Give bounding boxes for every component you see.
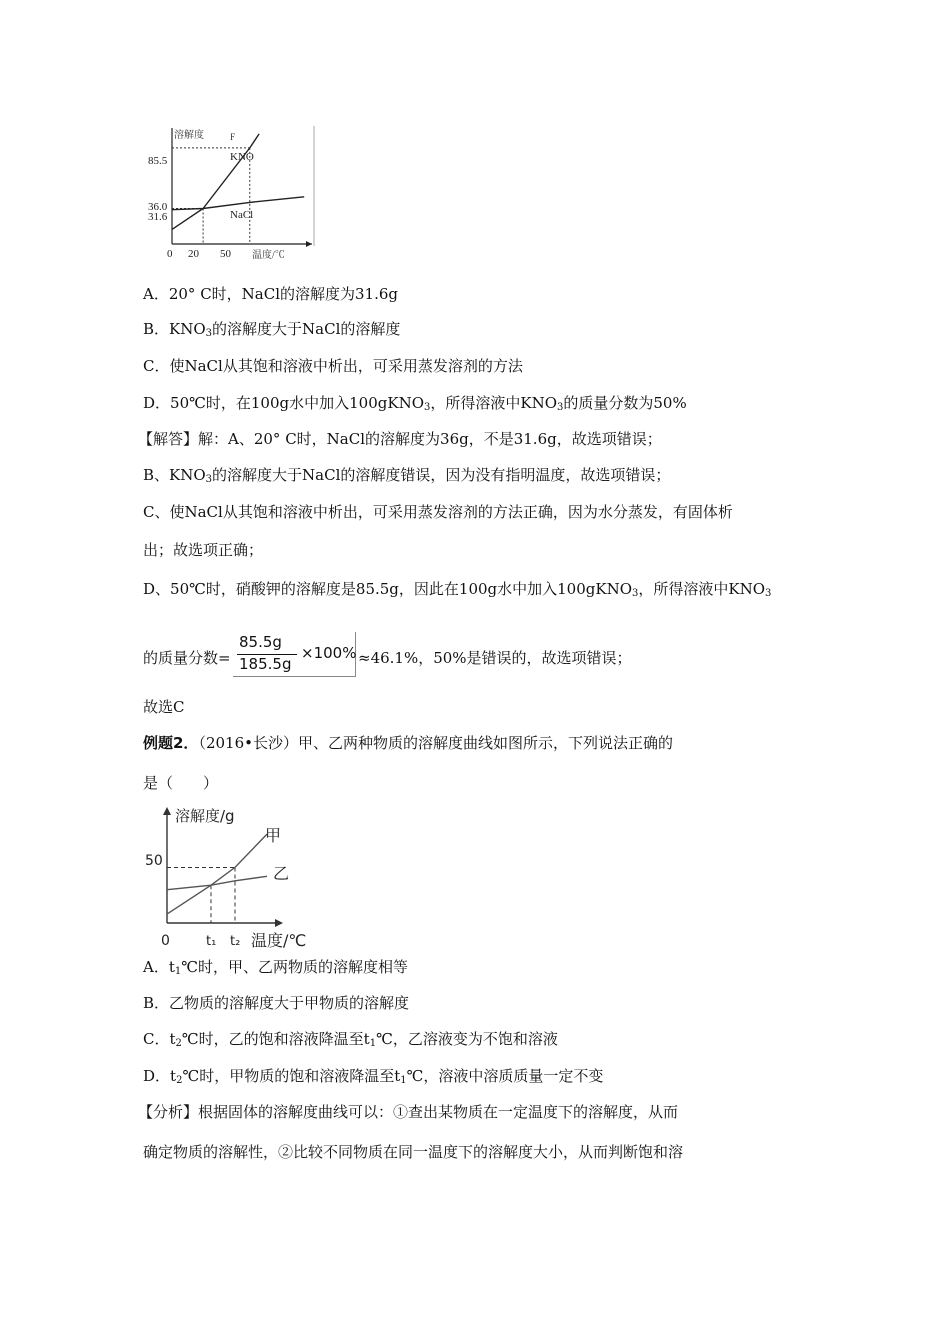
example-2-heading-cont: 是（ ） <box>143 774 219 792</box>
chart1-extra-label: F <box>230 132 236 142</box>
chart1-ytick-31: 31.6 <box>148 211 168 223</box>
chart2-xtick-0: 0 <box>161 933 170 949</box>
chart2-xlabel: 温度/℃ <box>251 931 307 950</box>
chart1-frame <box>172 124 316 262</box>
answer-line-c1: C、使NaCl从其饱和溶液中析出，可采用蒸发溶剂的方法正确，因为水分蒸发，有固体析 <box>143 503 733 521</box>
q1-option-c: C．使NaCl从其饱和溶液中析出，可采用蒸发溶剂的方法 <box>143 357 523 375</box>
q2-option-a: A．$t_1℃$时，甲、乙两物质的溶解度相等 <box>143 958 409 977</box>
fraction-formula <box>233 632 356 677</box>
example-2-label: 例题2． <box>143 734 199 752</box>
chart2-series-line-yi <box>167 876 267 889</box>
chart2-x-arrow <box>275 919 283 927</box>
example-2-heading: 例题2．（2016•长沙）甲、乙两种物质的溶解度曲线如图所示，下列说法正确的 <box>143 734 673 752</box>
fraction-denominator: 185.5g <box>239 655 292 673</box>
chart1-xtick-50: 50 <box>220 248 231 260</box>
chart2-y-arrow <box>163 807 171 815</box>
answer-line-d: D、50℃时，硝酸钾的溶解度是85.5g，因此在100g水中加入100gKNO$_3$，所得溶液中$KNO_3$ <box>143 580 772 599</box>
chart2-xtick-t2: t₂ <box>230 934 241 949</box>
q2-option-c: C．$t_2℃$时，乙的饱和溶液降温至$t_1℃$，乙溶液变为不饱和溶液 <box>143 1030 558 1049</box>
answer-line-c2: 出；故选项正确； <box>143 541 264 559</box>
chart1-ytick-36: 36.0 <box>148 201 168 213</box>
chart2-ylabel: 溶解度/g <box>175 807 235 825</box>
chart2-series-label-yi: 乙 <box>273 864 290 883</box>
chart1-xlabel: 温度/℃ <box>252 250 285 261</box>
chart2-series-label-jia: 甲 <box>265 826 282 845</box>
answer-line-a: 【解答】解：A、20° C时，NaCl的溶解度为36g，不是31.6g，故选项错误； <box>138 430 662 448</box>
answer-line-b: B、$KNO_3$的溶解度大于NaCl的溶解度错误，因为没有指明温度，故选项错误； <box>143 466 671 485</box>
fraction-multiplier: ×100% <box>301 644 357 662</box>
q1-option-d: D．50℃时，在100g水中加入100gKNO$_3$，所得溶液中$KNO_3$的质量分数为50% <box>143 394 687 413</box>
answer-line-d2-prefix: 的质量分数= <box>143 649 231 667</box>
q2-option-b: B．乙物质的溶解度大于甲物质的溶解度 <box>143 994 410 1012</box>
chart1-ytick-85: 85.5 <box>148 155 168 167</box>
chart1-series-label-nacl: NaCl <box>230 209 254 221</box>
q2-option-d: D．$t_2℃$时，甲物质的饱和溶液降温至$t_1℃$，溶液中溶质质量一定不变 <box>143 1067 604 1086</box>
answer-label: 【解答】 <box>138 430 199 448</box>
solubility-chart-1 <box>148 124 316 262</box>
chart1-series-label-kno: KNO <box>230 151 254 163</box>
chart2-xtick-t1: t₁ <box>206 934 217 949</box>
q1-option-b: B．$KNO_3$的溶解度大于NaCl的溶解度 <box>143 320 401 339</box>
chart1-xtick-0: 0 <box>167 248 173 260</box>
chart1-xtick-20: 20 <box>188 248 199 260</box>
chart1-ylabel: 溶解度 <box>174 130 204 141</box>
chart2-series-line-jia <box>167 834 267 914</box>
answer-line-d2-suffix: ≈46.1%，50%是错误的，故选项错误； <box>358 649 632 667</box>
chart2-ytick-50: 50 <box>145 853 163 869</box>
analysis-line-1: 【分析】根据固体的溶解度曲线可以：①查出某物质在一定温度下的溶解度，从而 <box>138 1103 679 1121</box>
solubility-chart-2 <box>143 803 313 951</box>
fraction-numerator: 85.5g <box>239 633 282 651</box>
q1-option-a: A．20° C时，NaCl的溶解度为31.6g <box>143 285 399 303</box>
choose-answer: 故选C <box>143 698 185 716</box>
analysis-line-2: 确定物质的溶解性，②比较不同物质在同一温度下的溶解度大小，从而判断饱和溶 <box>143 1143 684 1161</box>
